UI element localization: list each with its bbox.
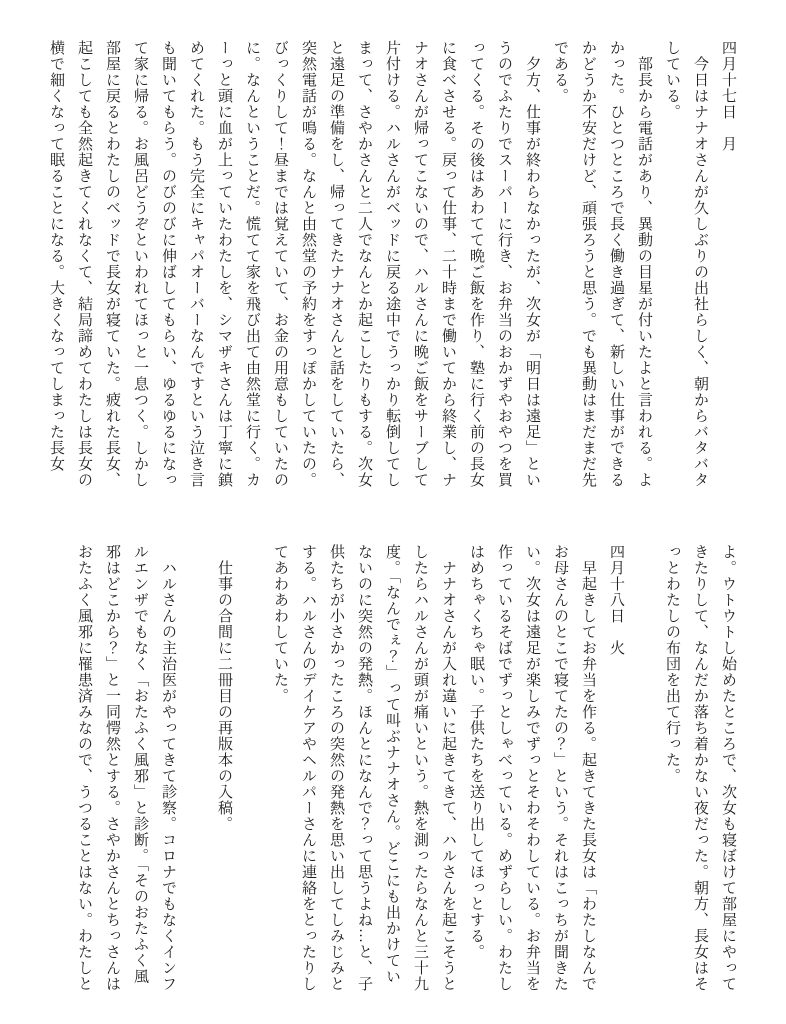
diary-paragraph: ナナオさんが入れ違いに起きてきて、ハルさんを起こそうとしたらハルさんが頭が痛いという。熱を測ったらなんと三十九度。「なんでぇ？」って叫ぶナナオさん。どこにも出かけていないのに突然の発熱。ほんとになんで？って思うよね…と、子供たちが小さかったころの突然の発熱を思い出してしみじみとする。ハルさんのデイケアやヘルパーさんに連絡をとったりしてあわあわしていた。 — [272, 544, 456, 992]
diary-paragraph: 仕事の合間に二冊目の再版本の入稿。 — [216, 544, 232, 832]
entry-date-apr18: 四月十八日 火 — [608, 544, 624, 656]
blank-column — [630, 544, 658, 996]
blank-column — [182, 544, 210, 996]
diary-paragraph: 夕方、仕事が終わらなかったが、次女が「明日は遠足」というのでふたりでスーパーに行き、お弁当のおかずやおやつを買ってくる。その後はあわてて晩ご飯を作り、塾に行く前の長女に食べさせる。戻って仕事、二十時まで働いてから終業し、ナナオさんが帰ってこないので、ハルさんに晩ご飯をサーブして片付ける。ハルさんがベッドに戻る途中でうっかり転倒してしまって、さやかさんと二人でなんとか起こしたりもする。次女と遠足の準備をし、帰ってきたナナオさんと話をしていたら、突然電話が鳴る。なんと由然堂の予約をすっぽかしていたの。びっくりして！昼までは覚えていて、お金の用意もしていたのに。なんということだ。慌てて家を飛び出て由然堂に行く。カーっと頭に血が上っていたわたしを、シマザキさんは丁寧に鎮めてくれた。もう完全にキャパオーバーなんですという泣き言も聞いてもらう。のびのびに伸ばしてもらい、ゆるゆるになって家に帰る。お風呂どうぞといわれてほっと一息つく。しかし部屋に戻るとわたしのベッドで長女が寝ていた。疲れた長女、起こしても全然起きてくれなくて、結局諦めてわたしは長女の横で細くなって眠ることになる。大きくなってしまった長女 — [48, 40, 540, 488]
diary-paragraph-continuation: よ。ウトウトし始めたところで、次女も寝ぼけて部屋にやってきたりして、なんだか落ち着かない夜だった。朝方、長女はそっとわたしの布団を出て行った。 — [664, 544, 736, 992]
diary-paragraph: 今日はナナオさんが久しぶりの出社らしく、朝からバタバタしている。 — [664, 40, 708, 488]
diary-paragraph: ハルさんの主治医がやってきて診察。コロナでもなくインフルエンザでもなく「おたふく風邪」と診断。「そのおたふく風邪はどこから？」と一同愕然とする。さやかさんとちっさんはおたふく風邪に罹患済みなので、うつることはない。わたしと — [76, 544, 176, 992]
diary-paragraph: 部長から電話があり、異動の目星が付いたよと言われる。よかった。ひとつところで長く働き過ぎて、新しい仕事ができるかどうか不安だけど、頑張ろうと思う。でも異動はまだまだ先である。 — [552, 40, 652, 488]
diary-entry-apr17 — [44, 40, 742, 492]
entry-date-apr17: 四月十七日 月 — [720, 40, 736, 152]
diary-entry-apr18 — [44, 544, 742, 996]
diary-paragraph: 早起きしてお弁当を作る。起きてきた長女は「わたしなんでお母さんのとこで寝てたの？」という。それはこっちが聞きたい。次女は遠足が楽しみでずっとそわそわしている。お弁当を作っているそばでずっとしゃべっている。めずらしい。わたしはめちゃくちゃ眠い。子供たちを送り出してほっとする。 — [468, 544, 596, 992]
blank-column — [238, 544, 266, 996]
